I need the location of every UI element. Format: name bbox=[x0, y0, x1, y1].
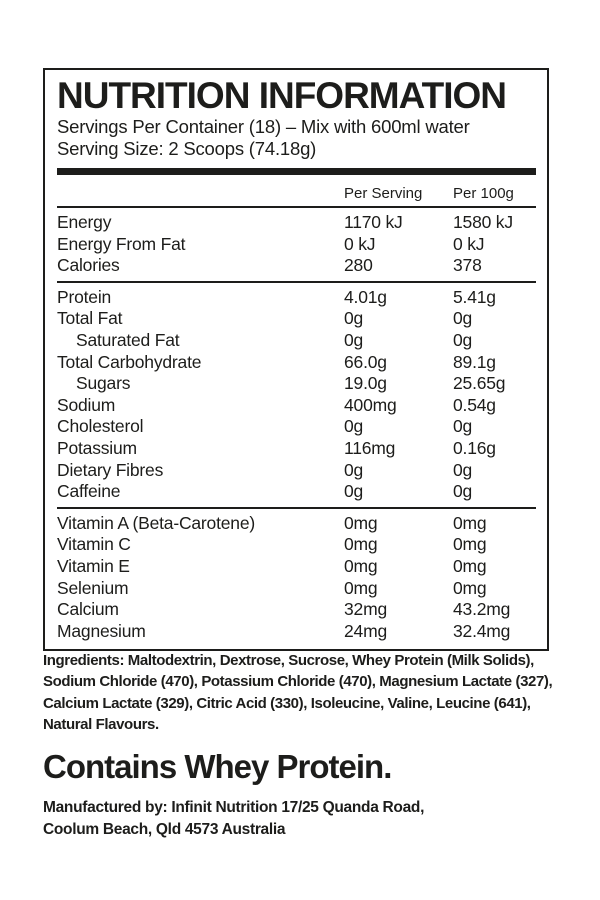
value-per-serving: 0mg bbox=[344, 577, 378, 598]
value-per-100g: 0g bbox=[453, 459, 473, 480]
value-per-serving: 0mg bbox=[344, 512, 378, 533]
value-per-100g: 0g bbox=[453, 329, 473, 350]
row-label: Calories bbox=[57, 255, 120, 276]
row-label: Protein bbox=[57, 286, 112, 307]
value-per-100g: 1580 kJ bbox=[453, 212, 513, 232]
ingredients-text: Ingredients: Maltodextrin, Dextrose, Sucrose, Whey Protein (Milk Solids), Sodium Chloride (470), Potassium Chloride (470), Magnesium Lactate (327), Calcium Lactate (329), Citric Acid (330), Isoleucine, Valine, Leucine (641), Natural Flavours. bbox=[43, 652, 553, 733]
row-label: Vitamin E bbox=[57, 555, 130, 576]
row-label: Vitamin C bbox=[57, 534, 131, 555]
value-per-100g: 0mg bbox=[453, 534, 487, 555]
value-per-serving: 32mg bbox=[344, 599, 387, 620]
row-label: Sugars bbox=[76, 373, 131, 394]
nutrition-panel bbox=[43, 68, 549, 651]
row-label: Dietary Fibres bbox=[57, 459, 164, 480]
table-row bbox=[57, 234, 536, 256]
row-label: Potassium bbox=[57, 437, 137, 458]
row-label: Energy From Fat bbox=[57, 233, 186, 254]
value-per-serving: 0g bbox=[344, 481, 364, 502]
table-row bbox=[57, 287, 536, 309]
column-header-per-serving: Per Serving bbox=[344, 185, 423, 202]
value-per-100g: 0g bbox=[453, 308, 473, 329]
row-label: Magnesium bbox=[57, 620, 146, 641]
value-per-100g: 89.1g bbox=[453, 351, 496, 372]
table-section-energy bbox=[57, 208, 536, 283]
table-row bbox=[57, 460, 536, 482]
table-row bbox=[57, 578, 536, 600]
manufacturer-line: Coolum Beach, Qld 4573 Australia bbox=[43, 820, 286, 838]
row-label: Selenium bbox=[57, 577, 129, 598]
value-per-100g: 0g bbox=[453, 416, 473, 437]
table-header-row bbox=[57, 175, 536, 208]
value-per-serving: 1170 kJ bbox=[344, 212, 403, 232]
value-per-serving: 24mg bbox=[344, 620, 387, 641]
value-per-100g: 0.16g bbox=[453, 437, 496, 458]
value-per-100g: 0mg bbox=[453, 577, 487, 598]
value-per-serving: 0g bbox=[344, 329, 364, 350]
row-label: Cholesterol bbox=[57, 416, 144, 437]
nutrition-table bbox=[57, 208, 536, 649]
value-per-serving: 0mg bbox=[344, 534, 378, 555]
value-per-100g: 32.4mg bbox=[453, 620, 511, 641]
manufacturer-line: Manufactured by: Infinit Nutrition 17/25 Quanda Road, bbox=[43, 799, 425, 817]
table-section-micronutrients bbox=[57, 509, 536, 650]
table-row bbox=[57, 212, 536, 234]
row-label: Energy bbox=[57, 212, 112, 232]
servings-line: Servings Per Container (18) – Mix with 600ml water bbox=[57, 116, 470, 137]
serving-size-line: Serving Size: 2 Scoops (74.18g) bbox=[57, 138, 317, 159]
manufacturer-text bbox=[43, 797, 583, 840]
table-row bbox=[57, 352, 536, 374]
table-row bbox=[57, 416, 536, 438]
table-row bbox=[57, 330, 536, 352]
value-per-serving: 4.01g bbox=[344, 286, 387, 307]
table-row bbox=[57, 255, 536, 277]
value-per-100g: 0mg bbox=[453, 512, 487, 533]
value-per-serving: 19.0g bbox=[344, 373, 387, 394]
contains-statement: Contains Whey Protein. bbox=[43, 748, 392, 786]
table-row bbox=[57, 621, 536, 643]
value-per-100g: 378 bbox=[453, 255, 482, 276]
value-per-serving: 0g bbox=[344, 416, 364, 437]
panel-title: NUTRITION INFORMATION bbox=[57, 75, 506, 116]
value-per-serving: 0g bbox=[344, 459, 364, 480]
table-row bbox=[57, 308, 536, 330]
table-row bbox=[57, 534, 536, 556]
table-section-macronutrients bbox=[57, 283, 536, 509]
table-row bbox=[57, 395, 536, 417]
value-per-100g: 5.41g bbox=[453, 286, 496, 307]
row-label: Sodium bbox=[57, 394, 116, 415]
value-per-serving: 0mg bbox=[344, 555, 378, 576]
row-label: Caffeine bbox=[57, 481, 121, 502]
value-per-100g: 0 kJ bbox=[453, 233, 485, 254]
column-header-per-100g: Per 100g bbox=[453, 185, 514, 202]
row-label: Saturated Fat bbox=[76, 329, 180, 350]
table-row bbox=[57, 373, 536, 395]
value-per-serving: 0 kJ bbox=[344, 233, 376, 254]
thick-divider bbox=[57, 168, 536, 175]
row-label: Total Carbohydrate bbox=[57, 351, 202, 372]
value-per-serving: 400mg bbox=[344, 394, 397, 415]
value-per-100g: 0mg bbox=[453, 555, 487, 576]
row-label: Calcium bbox=[57, 599, 119, 620]
table-row bbox=[57, 513, 536, 535]
value-per-100g: 43.2mg bbox=[453, 599, 511, 620]
value-per-serving: 116mg bbox=[344, 437, 396, 458]
row-label: Vitamin A (Beta-Carotene) bbox=[57, 512, 255, 533]
value-per-serving: 0g bbox=[344, 308, 364, 329]
value-per-100g: 25.65g bbox=[453, 373, 506, 394]
value-per-serving: 280 bbox=[344, 255, 373, 276]
table-row bbox=[57, 438, 536, 460]
table-row bbox=[57, 556, 536, 578]
value-per-serving: 66.0g bbox=[344, 351, 387, 372]
value-per-100g: 0g bbox=[453, 481, 473, 502]
label-footer bbox=[43, 650, 583, 840]
value-per-100g: 0.54g bbox=[453, 394, 496, 415]
row-label: Total Fat bbox=[57, 308, 123, 329]
table-row bbox=[57, 599, 536, 621]
table-row bbox=[57, 481, 536, 503]
